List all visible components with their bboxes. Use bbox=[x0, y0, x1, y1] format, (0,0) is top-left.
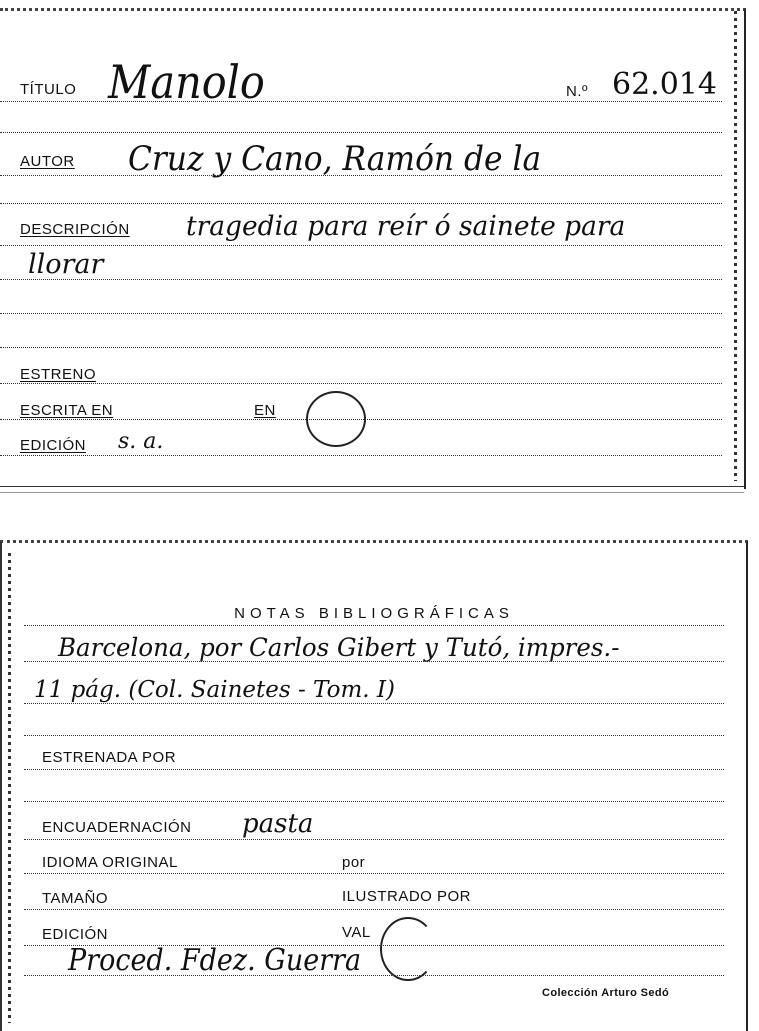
titulo-value: Manolo bbox=[108, 55, 265, 109]
rule bbox=[24, 703, 724, 704]
catalog-card-back bbox=[0, 540, 748, 1031]
card-bottom-edge-shadow bbox=[0, 492, 744, 493]
descripcion-line1: tragedia para reír ó sainete para bbox=[186, 211, 626, 242]
idioma-original-label: IDIOMA ORIGINAL bbox=[42, 854, 178, 871]
tamano-label: TAMAÑO bbox=[42, 890, 109, 907]
notas-heading: NOTAS BIBLIOGRÁFICAS bbox=[234, 605, 514, 622]
rule bbox=[24, 735, 724, 736]
autor-rule bbox=[0, 175, 722, 176]
autor-label: AUTOR bbox=[20, 153, 75, 170]
catalog-card-front bbox=[0, 8, 746, 489]
rule bbox=[0, 347, 722, 348]
notes-line2: 11 pág. (Col. Sainetes - Tom. I) bbox=[34, 677, 395, 703]
coleccion-footer: Colección Arturo Sedó bbox=[542, 987, 670, 999]
rule bbox=[0, 279, 722, 280]
edicion-label: EDICIÓN bbox=[20, 437, 87, 454]
numero-label: N.º bbox=[566, 83, 588, 100]
encuadernacion-value: pasta bbox=[242, 809, 314, 839]
numero-value: 62.014 bbox=[612, 67, 717, 102]
estreno-label: ESTRENO bbox=[20, 366, 97, 383]
notes-line1: Barcelona, por Carlos Gibert y Tutó, impres.- bbox=[58, 633, 620, 662]
valor-label: VAL bbox=[342, 924, 371, 941]
procedencia-value: Proced. Fdez. Guerra bbox=[68, 943, 362, 978]
card-bottom-edge bbox=[0, 486, 744, 487]
estreno-rule bbox=[0, 383, 722, 384]
rule bbox=[24, 975, 724, 976]
rule bbox=[24, 625, 724, 626]
edicion-rule bbox=[0, 455, 722, 456]
rule bbox=[24, 909, 724, 910]
rule bbox=[24, 839, 724, 840]
stamp-seal bbox=[306, 391, 366, 447]
card-edge bbox=[734, 11, 737, 481]
rule bbox=[24, 801, 724, 802]
ilustrado-por-label: ILUSTRADO POR bbox=[342, 888, 472, 905]
en-label: EN bbox=[254, 402, 276, 419]
rule bbox=[0, 203, 722, 204]
descripcion-label: DESCRIPCIÓN bbox=[20, 221, 130, 238]
titulo-rule bbox=[0, 101, 722, 102]
rule bbox=[0, 132, 722, 133]
card-edge bbox=[8, 553, 11, 1023]
autor-value: Cruz y Cano, Ramón de la bbox=[128, 139, 542, 179]
rule bbox=[24, 873, 724, 874]
estrenada-por-label: ESTRENADA POR bbox=[42, 749, 177, 766]
titulo-label: TÍTULO bbox=[20, 81, 77, 98]
edicion-back-label: EDICIÓN bbox=[42, 926, 109, 943]
por-label: por bbox=[342, 854, 366, 871]
rule bbox=[0, 313, 722, 314]
escrita-en-label: ESCRITA EN bbox=[20, 402, 114, 419]
descripcion-rule bbox=[0, 245, 722, 246]
rule bbox=[24, 769, 724, 770]
descripcion-line2: llorar bbox=[28, 249, 104, 280]
encuadernacion-label: ENCUADERNACIÓN bbox=[42, 819, 192, 836]
stamp-seal bbox=[380, 917, 436, 981]
edicion-value: s. a. bbox=[118, 429, 164, 454]
rule bbox=[24, 661, 724, 662]
